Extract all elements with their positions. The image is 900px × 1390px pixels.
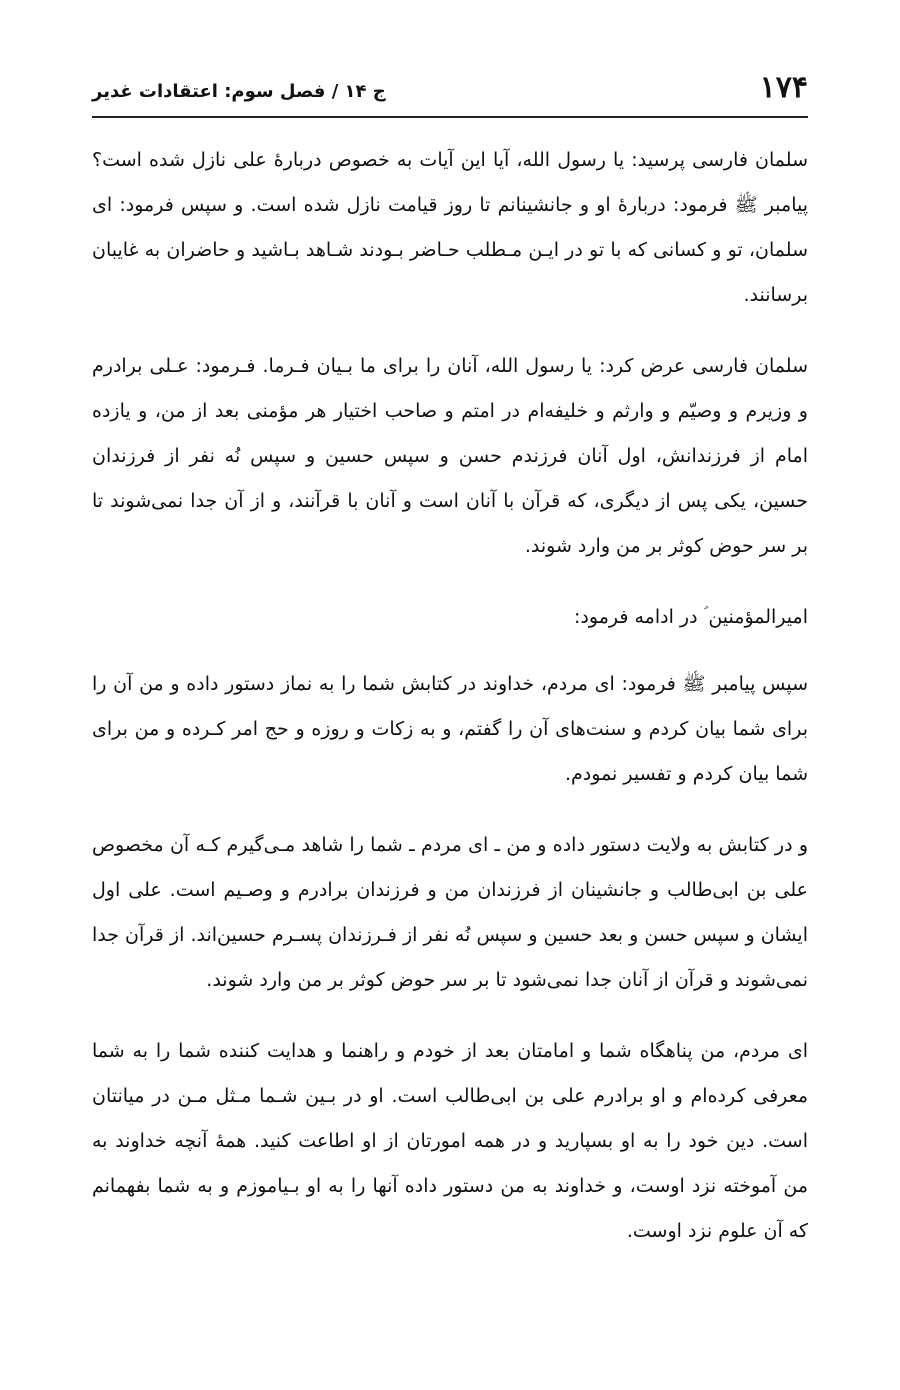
page-header: [92, 70, 808, 114]
book-page: [92, 0, 808, 1390]
running-head: ج ۱۴ / فصل سوم: اعتقادات غدیر: [92, 81, 386, 102]
paragraph-1: سلمان فارسی پرسید: یا رسول الله، آیا این آیات به خصوص دربارهٔ علی نازل شده است؟ پیامبر ﷺ فرمود: دربارهٔ او و جانشینانم تا روز قیامت نازل شده است. و سپس فرمود: ای سلمان، تو و کسانی که با تو در ایـن مـطلب حـاضر بـودند شـاهد بـاشید و حاضران به غایبان برسانند.: [92, 149, 808, 306]
body-text: [92, 138, 808, 1280]
header-divider: [92, 116, 808, 118]
paragraph-6: ای مردم، من پناهگاه شما و امامتان بعد از خودم و راهنما و هدایت کننده شما را به شما معرفی کرده‌ام و او برادرم علی بن ابی‌طالب است. او در بـین شـما مـثل مـن در میانتان است. دین خود را به او بسپارید و در همه امورتان از او اطاعت کنید. همهٔ آنچه خداوند به من آموخته نزد اوست، و خداوند به من دستور داده آنها را به او بـیاموزم و به شما بفهمانم که آن علوم نزد اوست.: [92, 1040, 808, 1242]
paragraph-4: سپس پیامبر ﷺ فرمود: ای مردم، خداوند در کتابش شما را به نماز دستور داده و من آن را برای شما بیان کردم و سنت‌های آن را گفتم، و به زکات و روزه و حج امر کـرده و من برای شما بیان کردم و تفسیر نمودم.: [92, 673, 808, 785]
paragraph-3: امیرالمؤمنین ؑ در ادامه فرمود:: [574, 606, 808, 628]
page-number: ۱۷۴: [759, 70, 808, 105]
paragraph-5: و در کتابش به ولایت دستور داده و من ـ ای مردم ـ شما را شاهد مـی‌گیرم کـه آن مخصوص علی بن ابی‌طالب و جانشینان از فرزندان من و فرزندان برادرم و وصـیم است. علی اول ایشان و سپس حسن و بعد حسین و سپس نُه نفر از فـرزندان پسـرم حسین‌اند. از قرآن جدا نمی‌شوند و قرآن از آنان جدا نمی‌شود تا بر سر حوض کوثر بر من وارد شوند.: [92, 834, 808, 991]
paragraph-2: سلمان فارسی عرض کرد: یا رسول الله، آنان را برای ما بـیان فـرما. فـرمود: عـلی برادرم و وزیرم و وصیّم و وارثم و خلیفه‌ام در امتم و صاحب اختیار هر مؤمنی بعد از من، و یازده امام از فرزندانش، اول آنان فرزندم حسن و سپس حسین و سپس نُه نفر از فرزندان حسین، یکی پس از دیگری، که قرآن با آنان است و آنان با قرآنند، و از آن جدا نمی‌شوند تا بر سر حوض کوثر بر من وارد شوند.: [92, 355, 808, 557]
